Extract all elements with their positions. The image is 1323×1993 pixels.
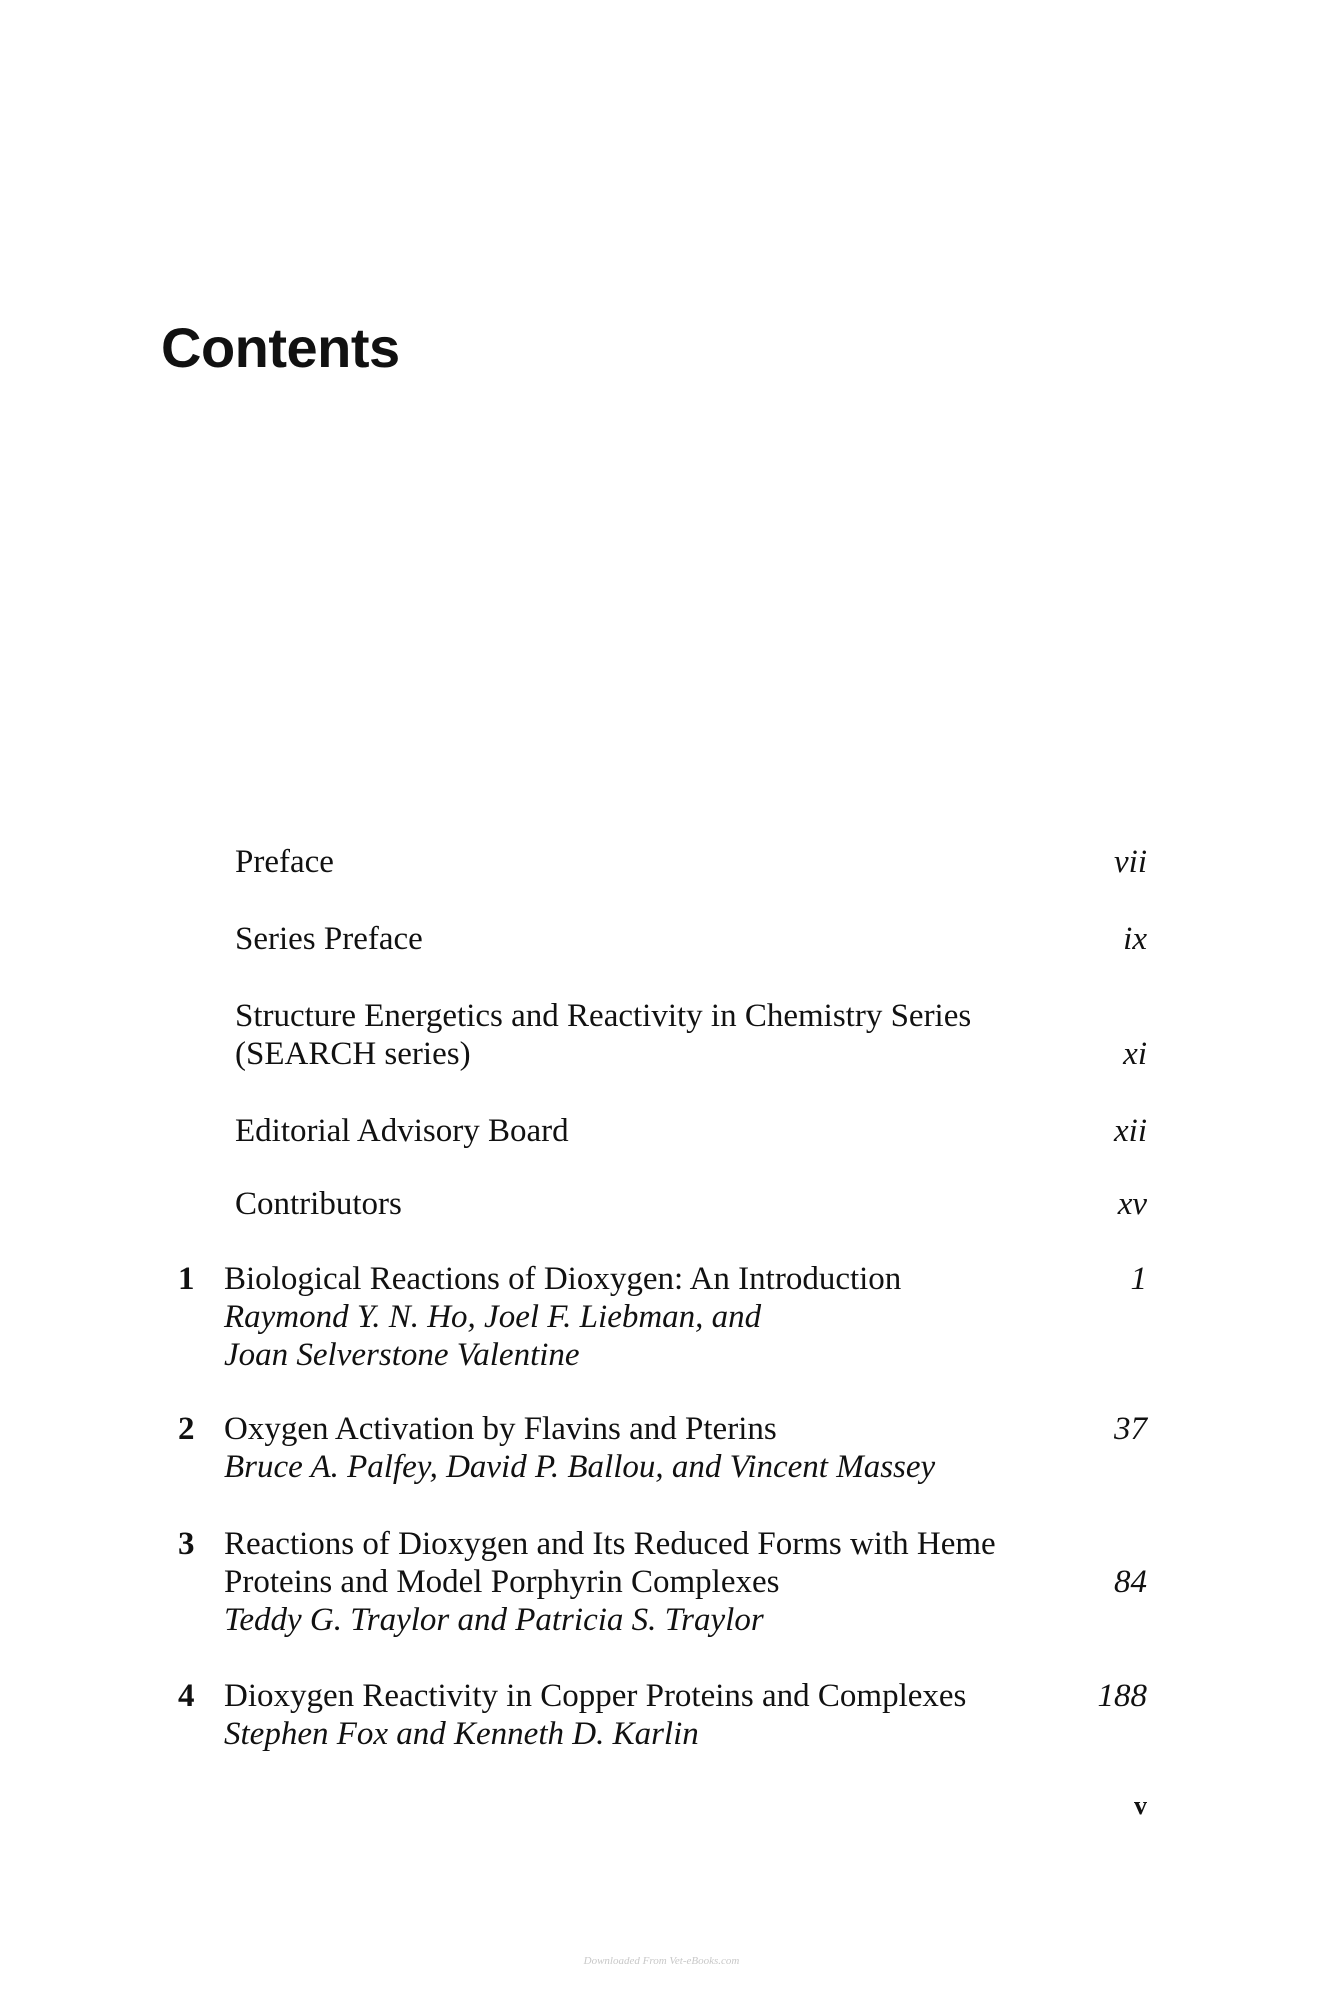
chapter-authors: Bruce A. Palfey, David P. Ballou, and Vincent Massey — [224, 1449, 936, 1485]
toc-entry-title-line: (SEARCH series) — [235, 1036, 471, 1072]
chapter-title: Biological Reactions of Dioxygen: An Introduction — [224, 1261, 902, 1297]
chapter-page: 1 — [1130, 1261, 1147, 1297]
toc-entry-page: xi — [1123, 1036, 1147, 1072]
chapter-number: 3 — [178, 1526, 195, 1562]
toc-entry-page: ix — [1123, 921, 1147, 957]
watermark: Downloaded From Vet-eBooks.com — [583, 1955, 740, 1967]
toc-entry-title: Preface — [235, 844, 334, 880]
chapter-number: 4 — [178, 1678, 195, 1714]
toc-entry-title: Series Preface — [235, 921, 423, 957]
chapter-title: Reactions of Dioxygen and Its Reduced Forms with Heme — [224, 1526, 996, 1562]
chapter-authors: Stephen Fox and Kenneth D. Karlin — [224, 1716, 699, 1752]
chapter-title: Oxygen Activation by Flavins and Pterins — [224, 1411, 777, 1447]
toc-entry-title: Editorial Advisory Board — [235, 1113, 569, 1149]
toc-entry-page: xv — [1117, 1186, 1147, 1222]
chapter-number: 2 — [178, 1411, 195, 1447]
chapter-title: Dioxygen Reactivity in Copper Proteins and Complexes — [224, 1678, 967, 1714]
chapter-page: 84 — [1114, 1564, 1147, 1600]
chapter-page: 37 — [1114, 1411, 1147, 1447]
toc-entry-title: Contributors — [235, 1186, 402, 1222]
chapter-authors: Teddy G. Traylor and Patricia S. Traylor — [224, 1602, 764, 1638]
chapter-title: Proteins and Model Porphyrin Complexes — [224, 1564, 780, 1600]
chapter-authors: Raymond Y. N. Ho, Joel F. Liebman, and — [224, 1299, 762, 1335]
toc-entry-page: vii — [1114, 844, 1147, 880]
toc-entry-page: xii — [1114, 1113, 1147, 1149]
toc-entry-title-line: Structure Energetics and Reactivity in Chemistry Series — [235, 998, 972, 1034]
chapter-page: 188 — [1097, 1678, 1147, 1714]
page-number: v — [1134, 1791, 1147, 1820]
chapter-number: 1 — [178, 1261, 195, 1297]
chapter-authors: Joan Selverstone Valentine — [224, 1337, 580, 1373]
page-title: Contents — [161, 316, 400, 379]
